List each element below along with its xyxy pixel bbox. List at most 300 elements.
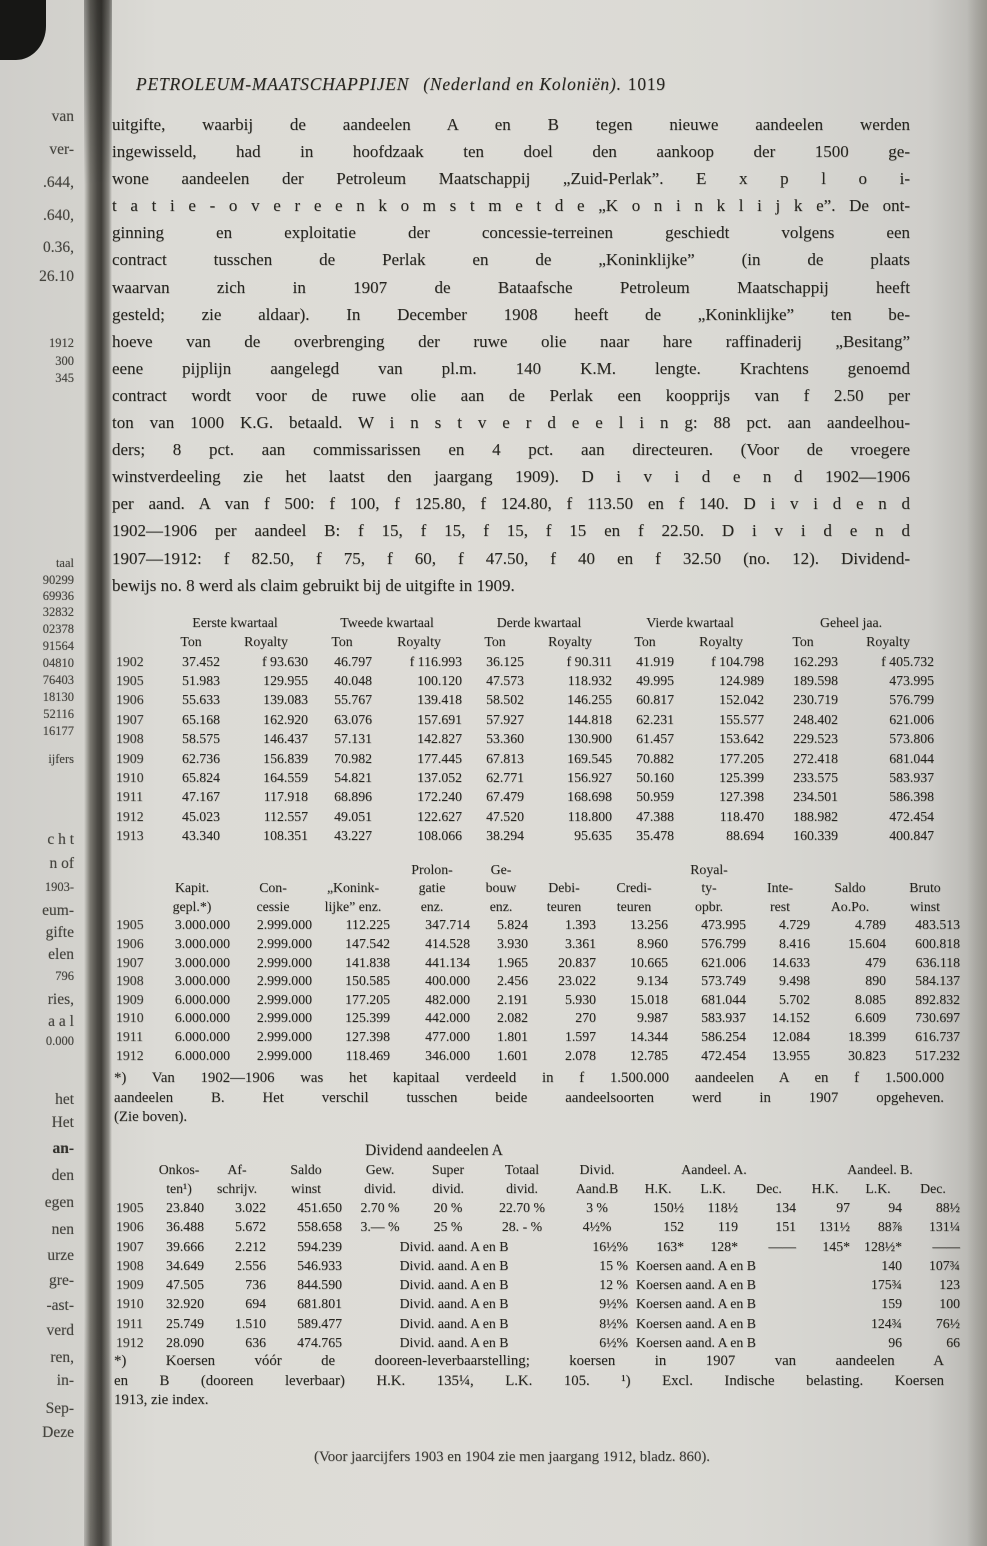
margin-fragment-text: ries,: [47, 991, 74, 1008]
table-cell: 1.965: [496, 954, 528, 970]
table-cell: 6.000.000: [174, 1028, 230, 1044]
table-cell: 108.066: [417, 828, 463, 844]
table-cell: 124¾: [870, 1315, 902, 1331]
table-cell: 45.023: [182, 808, 220, 824]
margin-fragment-text: urze: [47, 1247, 74, 1264]
table-header-cell: teuren: [616, 898, 652, 914]
table-cell: f 104.798: [711, 653, 765, 669]
table-cell: 2.999.000: [256, 1028, 312, 1044]
table-cell: 68.896: [334, 789, 373, 805]
table-cell: 65.168: [182, 711, 220, 727]
table-cell: 694: [245, 1296, 266, 1312]
margin-fragment-text: 69936: [42, 589, 74, 603]
margin-fragment-text: 1903-: [44, 880, 74, 894]
table-cell: 188.982: [793, 808, 839, 824]
year-cell: 1907: [116, 954, 144, 970]
table-row: [114, 710, 936, 729]
table-cell: 151: [775, 1219, 796, 1235]
table-header-cell: [748, 861, 962, 880]
footnote-line: (Zie boven).: [114, 1109, 188, 1126]
table-header-cell: Onkos-: [158, 1161, 200, 1177]
table-header-cell: Bruto: [909, 880, 941, 896]
table-cell: 400.000: [425, 973, 470, 989]
table-cell: Koersen aand. A en B: [636, 1334, 756, 1350]
table-cell: 37.452: [182, 653, 220, 669]
table-cell: 4½%: [582, 1219, 612, 1235]
table-cell: 2.999.000: [256, 935, 312, 951]
table-cell: 112.557: [263, 808, 309, 824]
table-header-cell: Ge-: [490, 861, 512, 877]
table-cell: 1.801: [496, 1028, 528, 1044]
table-row: [114, 1217, 962, 1236]
table-cell: 3.000.000: [174, 935, 230, 951]
table-header-cell: Royalty: [397, 634, 441, 650]
year-cell: 1910: [116, 1010, 144, 1026]
year-cell: 1907: [116, 711, 144, 727]
table-header-cell: cessie: [256, 898, 290, 914]
table-cell: 573.749: [701, 973, 746, 989]
margin-fragment-text: ver-: [49, 141, 74, 158]
table-cell: 8.416: [778, 935, 810, 951]
table-cell: 95.635: [574, 828, 613, 844]
table-cell: 43.340: [182, 828, 220, 844]
table-cell: 636: [245, 1334, 266, 1350]
table-cell: 168.698: [567, 789, 613, 805]
table-cell: Divid. aand. A en B: [399, 1277, 509, 1293]
table-cell: 482.000: [425, 991, 470, 1007]
footnote-line: *) Van 1902—1906 was het kapitaal verdeeld in f 1.500.000 aandeelen A en f 1.500.000: [114, 1070, 944, 1087]
year-cell: 1905: [116, 917, 144, 933]
page-right-edge-shadow: [967, 0, 987, 1546]
table-cell: 128½*: [864, 1238, 902, 1254]
table-cell: Koersen aand. A en B: [636, 1296, 756, 1312]
table-cell: 118½: [707, 1200, 738, 1216]
table-cell: 4.789: [854, 917, 886, 933]
year-cell: 1905: [116, 672, 144, 688]
table-cell: 18.399: [848, 1028, 886, 1044]
table-cell: 88.694: [726, 828, 765, 844]
table-cell: f 116.993: [409, 653, 463, 669]
table-row: [114, 1333, 962, 1352]
table-cell: 16½%: [592, 1238, 628, 1254]
table-cell: 2.999.000: [256, 1047, 312, 1063]
table-header-cell: Divid.: [579, 1161, 615, 1177]
table-cell: 53.360: [486, 731, 525, 747]
table-cell: 583.937: [889, 769, 935, 785]
table-header-cell: Totaal: [504, 1161, 540, 1177]
paragraph-line: ders; 8 pct. aan commissarissen en 4 pct. aan directeuren. (Voor de vroegere: [112, 440, 910, 460]
table-cell: 473.995: [889, 672, 935, 688]
table-row: [114, 972, 962, 991]
margin-fragment-text: 90299: [42, 573, 74, 587]
table-cell: 51.983: [182, 672, 220, 688]
table-cell: 152: [663, 1219, 684, 1235]
table-cell: 2.999.000: [256, 973, 312, 989]
margin-fragment-text: 796: [55, 969, 74, 983]
year-cell: 1908: [116, 973, 144, 989]
year-cell: 1902: [116, 653, 144, 669]
margin-fragment-text: 1912: [49, 336, 74, 350]
table-cell: Divid. aand. A en B: [399, 1257, 509, 1273]
table-cell: 621.006: [701, 954, 746, 970]
table-header-cell: Geheel jaa.: [820, 614, 883, 630]
table-cell: 2.999.000: [256, 991, 312, 1007]
table-cell: 88½: [935, 1200, 960, 1216]
table-cell: 107¾: [928, 1257, 960, 1273]
table-cell: 3.000.000: [174, 917, 230, 933]
table-cell: 49.051: [334, 808, 373, 824]
table-row: [114, 1275, 962, 1294]
margin-fragment-text: in-: [56, 1372, 74, 1389]
table-cell: 2.082: [496, 1010, 528, 1026]
table-row: [114, 954, 962, 973]
table-cell: 28.090: [166, 1334, 204, 1350]
table-cell: 25.749: [166, 1315, 204, 1331]
table-cell: Divid. aand. A en B: [399, 1315, 509, 1331]
year-cell: 1911: [116, 1315, 144, 1331]
final-note: (Voor jaarcijfers 1903 en 1904 zie men jaargang 1912, bladz. 860).: [314, 1448, 710, 1465]
table-cell: 139.083: [263, 692, 309, 708]
margin-fragment-text: .640,: [43, 207, 74, 224]
table-cell: 160.339: [793, 828, 839, 844]
table-cell: 156.839: [263, 750, 309, 766]
table-cell: 594.239: [297, 1238, 342, 1254]
table-cell: 10.665: [630, 954, 668, 970]
table-cell: 46.797: [334, 653, 373, 669]
table-cell: 517.232: [915, 1047, 961, 1063]
footnote-line: *) Koersen vóór de dooreen-leverbaarstelling; koersen in 1907 van aandeelen A: [114, 1352, 944, 1369]
table-cell: 248.402: [793, 711, 839, 727]
margin-fragment-text: 02378: [42, 622, 74, 636]
table-cell: 6.000.000: [174, 991, 230, 1007]
table-cell: 6.000.000: [174, 1047, 230, 1063]
table-cell: 4.729: [778, 917, 810, 933]
table-cell: 70.982: [334, 750, 373, 766]
table-cell: 558.658: [297, 1219, 342, 1235]
table-header-cell: Saldo: [290, 1161, 322, 1177]
table-header-cell: divid.: [432, 1181, 464, 1197]
table-cell: 3.— %: [360, 1219, 400, 1235]
table-cell: 58.502: [486, 692, 525, 708]
table-row: [114, 991, 962, 1010]
year-cell: 1911: [116, 1028, 144, 1044]
paragraph-line: winstverdeeling zie het laatst den jaargang 1909). D i v i d e n d 1902—1906: [112, 467, 910, 487]
table-cell: 47.505: [166, 1277, 204, 1293]
margin-fragment-text: den: [51, 1167, 74, 1184]
margin-fragment-text: verd: [46, 1322, 74, 1339]
table-cell: 576.799: [701, 935, 746, 951]
table-cell: 123: [939, 1277, 960, 1293]
table-cell: 15 %: [599, 1257, 628, 1273]
table-header-cell: winst: [910, 898, 940, 914]
table-cell: 117.918: [263, 789, 309, 805]
page-number: 1019: [627, 74, 666, 94]
table-header-cell: Aandeel. B.: [847, 1161, 913, 1177]
table-row: [114, 916, 962, 935]
table-cell: 131¼: [928, 1219, 960, 1235]
production-royalty-table: [114, 613, 936, 846]
table-cell: 169.545: [567, 750, 613, 766]
table-cell: 118.470: [719, 808, 765, 824]
table-cell: 681.044: [701, 991, 746, 1007]
table-cell: 147.542: [345, 935, 390, 951]
table-cell: 164.559: [263, 769, 309, 785]
table-cell: 477.000: [425, 1028, 470, 1044]
table-cell: 35.478: [636, 828, 675, 844]
table-cell: 20.837: [558, 954, 596, 970]
book-gutter-shadow: [84, 0, 112, 1546]
paragraph-line: 1902—1906 per aandeel B: f 15, f 15, f 15, f 15 en f 22.50. D i v i d e n d: [112, 521, 910, 541]
table-cell: 94: [888, 1200, 902, 1216]
table-row: [114, 1047, 962, 1066]
table-row: [114, 768, 936, 787]
table-row: [114, 1028, 962, 1047]
table-cell: 39.666: [166, 1238, 204, 1254]
table-cell: f 90.311: [566, 653, 613, 669]
table-header-cell: Aand.B: [575, 1181, 619, 1197]
table-cell: 3.022: [234, 1200, 266, 1216]
table-cell: 8.085: [854, 991, 886, 1007]
table-header-cell: Royalty: [866, 634, 910, 650]
table-header-cell: L.K.: [700, 1181, 726, 1197]
table-cell: 189.598: [793, 672, 839, 688]
table-row: [114, 1237, 962, 1256]
table-cell: 576.799: [889, 692, 935, 708]
year-cell: 1907: [116, 1238, 144, 1254]
table-cell: 66: [946, 1334, 960, 1350]
table-cell: 162.293: [793, 653, 839, 669]
table-cell: 177.205: [719, 750, 765, 766]
year-cell: 1912: [116, 1334, 144, 1350]
paragraph-line: bewijs no. 8 werd als claim gebruikt bij de uitgifte in 1909.: [112, 575, 515, 595]
table-cell: 616.737: [915, 1028, 961, 1044]
paragraph-line: waarvan zich in 1907 de Bataafsche Petroleum Maatschappij heeft: [112, 277, 910, 297]
margin-fragment-text: ren,: [50, 1349, 74, 1366]
table-cell: 3.000.000: [174, 954, 230, 970]
dividend-table-title: Dividend aandeelen A: [365, 1141, 503, 1159]
table-row: [114, 826, 936, 845]
table-cell: 141.838: [345, 954, 390, 970]
table-cell: 22.70 %: [499, 1200, 545, 1216]
table-header-row: [114, 879, 962, 898]
table-header-cell: „Konink-: [326, 880, 380, 896]
table-cell: 130.900: [567, 731, 613, 747]
table-cell: 139.418: [417, 692, 463, 708]
table-cell: Divid. aand. A en B: [399, 1238, 509, 1254]
table-cell: 57.131: [334, 731, 373, 747]
table-cell: 177.205: [345, 991, 390, 1007]
table-cell: Divid. aand. A en B: [399, 1296, 509, 1312]
table-cell: 57.927: [486, 711, 525, 727]
table-cell: 584.137: [915, 973, 961, 989]
table-cell: 156.927: [567, 769, 613, 785]
table-cell: 15.018: [630, 991, 668, 1007]
table-cell: 479: [865, 954, 886, 970]
year-cell: 1908: [116, 731, 144, 747]
table-cell: 2.078: [564, 1047, 596, 1063]
table-header-cell: Ton: [180, 634, 202, 650]
table-header-row: [114, 861, 962, 880]
table-cell: 47.573: [486, 672, 525, 688]
table-cell: 5.824: [496, 917, 528, 933]
margin-fragment-text: het: [55, 1091, 74, 1108]
table-header-cell: [530, 861, 670, 880]
year-cell: 1912: [116, 808, 144, 824]
paragraph-line: ingewisseld, had in hoofdzaak ten doel den aankoop der 1500 ge-: [112, 142, 910, 162]
table-header-cell: gatie: [418, 880, 446, 896]
table-cell: 40.048: [334, 672, 373, 688]
table-cell: 172.240: [417, 789, 463, 805]
year-cell: 1912: [116, 1047, 144, 1063]
table-cell: 97: [836, 1200, 850, 1216]
table-cell: 229.523: [793, 731, 839, 747]
paragraph-line: contract wordt voor de ruwe olie aan de Perlak een koopprijs van f 2.50 per: [112, 385, 910, 405]
table-cell: 13.955: [772, 1047, 810, 1063]
margin-fragment-text: Het: [51, 1114, 74, 1131]
table-header-cell: lijke” enz.: [324, 898, 382, 914]
table-header-row: [114, 613, 936, 632]
table-cell: 6.000.000: [174, 1010, 230, 1026]
table-cell: 736: [245, 1277, 266, 1293]
margin-fragment-text: ijfers: [48, 752, 74, 766]
table-cell: 60.817: [636, 692, 675, 708]
table-cell: 1.597: [564, 1028, 596, 1044]
table-row: [114, 671, 936, 690]
table-cell: 142.827: [417, 731, 463, 747]
table-header-cell: H.K.: [811, 1181, 839, 1197]
table-cell: 472.454: [889, 808, 935, 824]
table-cell: 131½: [818, 1219, 850, 1235]
main-paragraph: [112, 111, 910, 599]
table-cell: 270: [575, 1010, 596, 1026]
table-row: [114, 1198, 962, 1217]
table-cell: 1.393: [564, 917, 596, 933]
table-cell: 100: [939, 1296, 960, 1312]
table-cell: 890: [865, 973, 886, 989]
table-cell: 137.052: [417, 769, 463, 785]
table-header-cell: Kapit.: [174, 880, 210, 896]
table-header-cell: Con-: [259, 880, 287, 896]
table-cell: 32.920: [166, 1296, 204, 1312]
table-cell: 573.806: [889, 731, 935, 747]
table-header-cell: Super: [431, 1161, 465, 1177]
table-cell: 3 %: [586, 1200, 608, 1216]
table-cell: 96: [888, 1334, 902, 1350]
table-cell: 8½%: [599, 1315, 628, 1331]
table-row: [114, 1294, 962, 1313]
table-cell: 127.398: [345, 1028, 390, 1044]
table-header-cell: [114, 1160, 152, 1179]
table-cell: 586.398: [889, 789, 935, 805]
table-cell: 14.633: [772, 954, 810, 970]
year-cell: 1909: [116, 991, 144, 1007]
table-cell: 118.469: [345, 1047, 390, 1063]
table-cell: 12.785: [630, 1047, 668, 1063]
margin-fragment-text: nen: [51, 1221, 74, 1238]
table-header-cell: Royalty: [699, 634, 743, 650]
table-row: [114, 807, 936, 826]
table-cell: 5.672: [234, 1219, 266, 1235]
table-cell: 233.575: [793, 769, 839, 785]
table-cell: 127.398: [719, 789, 765, 805]
table-cell: 159: [881, 1296, 902, 1312]
table-cell: 681.801: [297, 1296, 342, 1312]
table-header-cell: gepl.*): [172, 898, 212, 914]
table-cell: 70.882: [636, 750, 675, 766]
table-row: [114, 652, 936, 671]
year-cell: 1909: [116, 750, 144, 766]
paragraph-line: eene pijplijn aangelegd van pl.m. 140 K.M. lengte. Krachtens genoemd: [112, 358, 910, 378]
table-cell: 112.225: [345, 917, 390, 933]
year-cell: 1910: [116, 769, 144, 785]
margin-fragment-text: an-: [52, 1140, 74, 1157]
table-cell: 61.457: [636, 731, 675, 747]
table-header-cell: Vierde kwartaal: [646, 614, 734, 630]
table-cell: 50.959: [636, 789, 675, 805]
paragraph-line: contract tusschen de Perlak en de „Koninklijke” (in de plaats: [112, 250, 910, 270]
table-cell: 43.227: [334, 828, 373, 844]
table-cell: 65.824: [182, 769, 220, 785]
table-cell: 9½%: [599, 1296, 628, 1312]
table-cell: Koersen aand. A en B: [636, 1277, 756, 1293]
table-header-cell: Af-: [227, 1161, 247, 1177]
table-cell: 3.000.000: [174, 973, 230, 989]
year-cell: 1906: [116, 692, 144, 708]
margin-fragment-text: .644,: [43, 174, 74, 191]
table-cell: 589.477: [297, 1315, 342, 1331]
year-cell: 1909: [116, 1277, 144, 1293]
table-cell: 58.575: [182, 731, 220, 747]
table-cell: 414.528: [425, 935, 470, 951]
margin-fragment-text: 0.000: [45, 1034, 74, 1048]
table-header-cell: divid.: [506, 1181, 538, 1197]
dividend-table-footnote: [114, 1352, 944, 1411]
margin-fragment-text: -ast-: [46, 1297, 74, 1314]
header-title: PETROLEUM-MAATSCHAPPIJEN: [136, 74, 410, 94]
table-cell: 583.937: [701, 1010, 746, 1026]
table-cell: 2.999.000: [256, 954, 312, 970]
table-cell: 28. - %: [501, 1219, 543, 1235]
table-header-cell: [114, 879, 152, 898]
margin-fragment-text: n of: [49, 855, 74, 872]
table-cell: 230.719: [793, 692, 839, 708]
table-cell: 2.999.000: [256, 917, 312, 933]
paragraph-line: ginning en exploitatie der concessie-terreinen geschiedt volgens een: [112, 223, 910, 243]
paragraph-line: 1907—1912: f 82.50, f 75, f 60, f 47.50, f 40 en f 32.50 (no. 12). Dividend-: [112, 548, 910, 568]
footnote-line: en B (dooreen leverbaar) H.K. 135¼, L.K. 105. ¹) Excl. Indische belasting. Koersen: [114, 1372, 944, 1389]
table-row: [114, 1009, 962, 1028]
table-header-cell: Ton: [484, 634, 506, 650]
table-cell: 55.633: [182, 692, 220, 708]
table-header-cell: rest: [770, 898, 790, 914]
margin-fragment-text: taal: [55, 556, 74, 570]
table-cell: 2.212: [234, 1238, 266, 1254]
margin-fragment-text: Deze: [42, 1424, 74, 1441]
table-header-cell: Prolon-: [411, 861, 453, 877]
year-cell: 1906: [116, 935, 144, 951]
margin-fragment-text: 18130: [42, 690, 74, 704]
table-cell: 162.920: [263, 711, 309, 727]
table-row: [114, 729, 936, 748]
year-cell: 1905: [116, 1200, 144, 1216]
margin-fragment-text: van: [51, 108, 74, 125]
table-header-cell: [114, 1179, 152, 1198]
table-cell: 442.000: [425, 1010, 470, 1026]
table-header-cell: Royalty: [244, 634, 288, 650]
table-header-cell: Inte-: [766, 880, 794, 896]
table-cell: 62.231: [636, 711, 675, 727]
table-cell: 9.987: [636, 1010, 668, 1026]
